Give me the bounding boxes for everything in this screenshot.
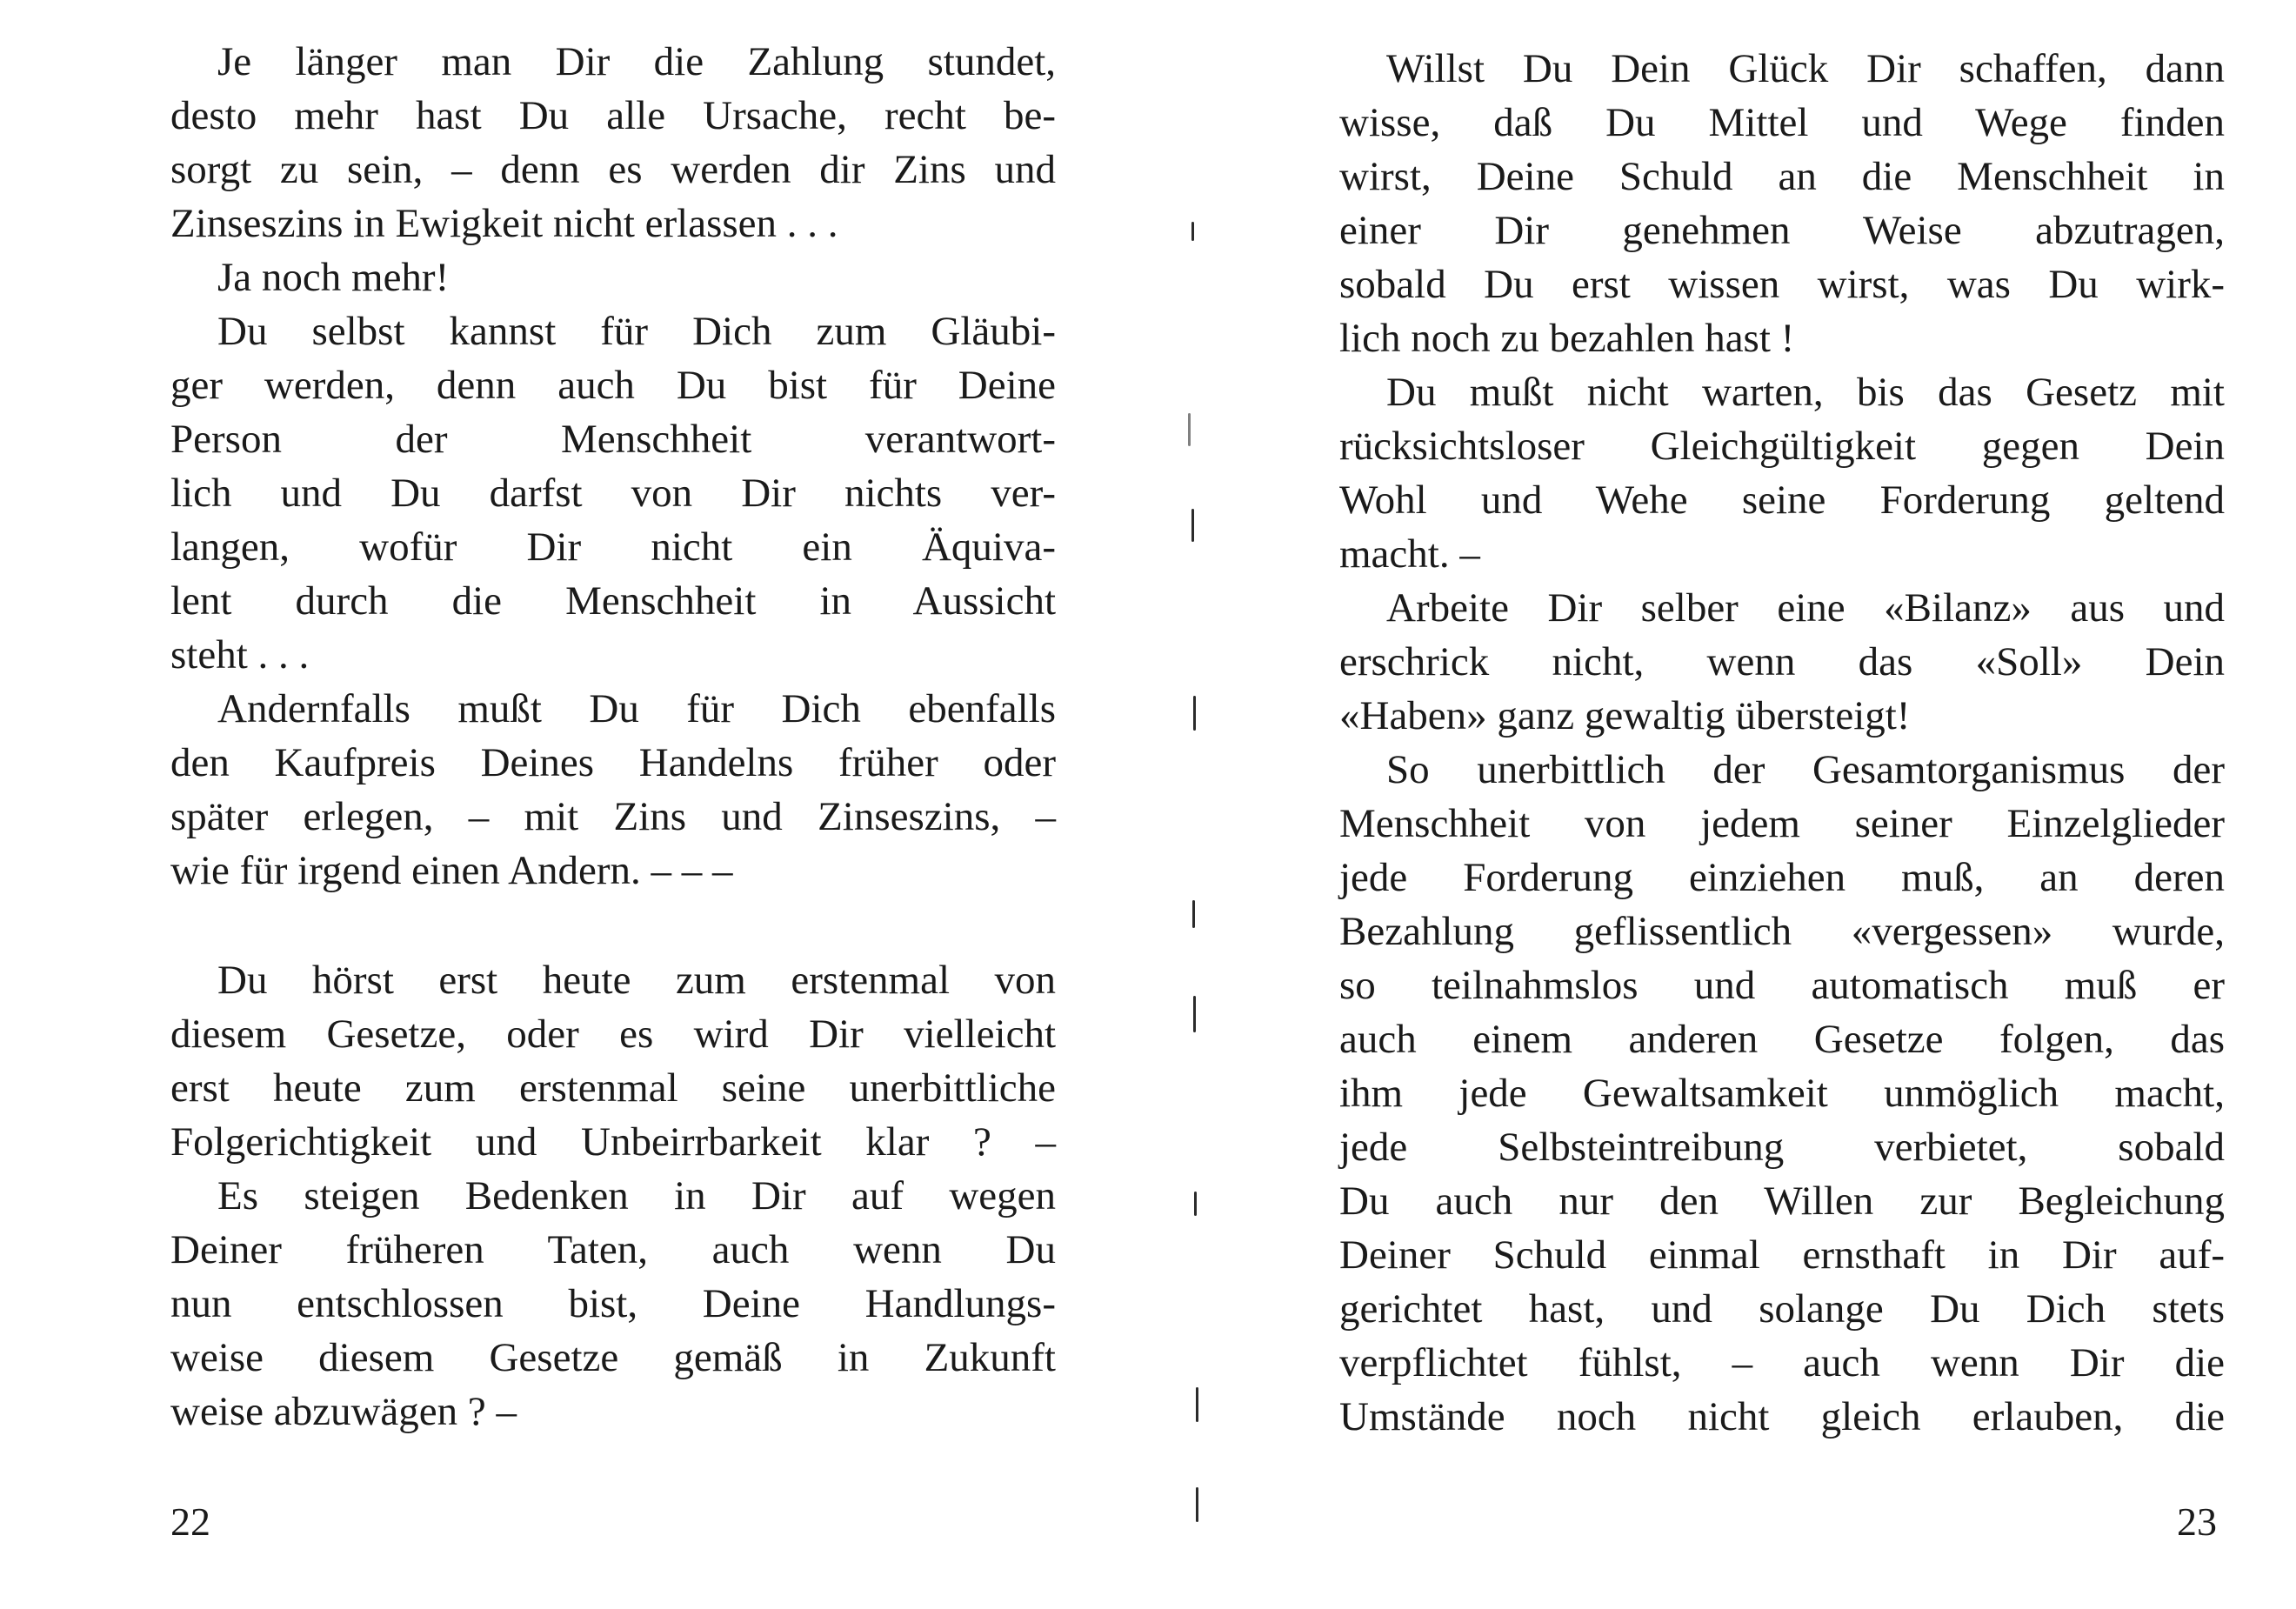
text-line: Deiner früheren Taten, auch wenn Du: [170, 1227, 1056, 1272]
text-line: «Haben» ganz gewaltig übersteigt!: [1339, 693, 1911, 738]
text-line: Es steigen Bedenken in Dir auf wegen: [217, 1173, 1056, 1218]
gutter-mark: [1191, 222, 1194, 241]
text-line: langen, wofür Dir nicht ein Äquiva-: [170, 524, 1056, 570]
text-line: Je länger man Dir die Zahlung stundet,: [217, 39, 1056, 84]
text-line: sobald Du erst wissen wirst, was Du wirk-: [1339, 262, 2225, 307]
text-line: Wohl und Wehe seine Forderung geltend: [1339, 477, 2225, 523]
gutter-mark: [1191, 509, 1194, 542]
text-line: weise abzuwägen ? –: [170, 1389, 517, 1434]
text-line: ger werden, denn auch Du bist für Deine: [170, 363, 1056, 408]
text-line: Bezahlung geflissentlich «vergessen» wurde,: [1339, 909, 2225, 954]
text-line: Du selbst kannst für Dich zum Gläubi-: [217, 309, 1056, 354]
text-line: Du auch nur den Willen zur Begleichung: [1339, 1178, 2225, 1224]
text-line: einer Dir genehmen Weise abzutragen,: [1339, 208, 2225, 253]
page-number: 23: [2177, 1499, 2217, 1544]
text-line: Andernfalls mußt Du für Dich ebenfalls: [217, 686, 1056, 731]
text-line: den Kaufpreis Deines Handelns früher oder: [170, 740, 1056, 785]
text-line: wie für irgend einen Andern. – – –: [170, 848, 733, 893]
text-line: diesem Gesetze, oder es wird Dir vielleicht: [170, 1011, 1056, 1057]
text-line: lich und Du darfst von Dir nichts ver-: [170, 471, 1056, 516]
text-line: Deiner Schuld einmal ernsthaft in Dir auf-: [1339, 1232, 2225, 1278]
text-line: desto mehr hast Du alle Ursache, recht be-: [170, 93, 1056, 138]
gutter-mark: [1193, 996, 1196, 1032]
gutter-mark: [1193, 696, 1196, 731]
text-line: lich noch zu bezahlen hast !: [1339, 316, 1795, 361]
text-line: lent durch die Menschheit in Aussicht: [170, 578, 1056, 624]
text-line: sorgt zu sein, – denn es werden dir Zins und: [170, 147, 1056, 192]
text-line: Umstände noch nicht gleich erlauben, die: [1339, 1394, 2225, 1439]
text-line: nun entschlossen bist, Deine Handlungs-: [170, 1281, 1056, 1326]
text-line: gerichtet hast, und solange Du Dich stets: [1339, 1286, 2225, 1332]
text-line: erschrick nicht, wenn das «Soll» Dein: [1339, 639, 2225, 684]
text-line: Person der Menschheit verantwort-: [170, 417, 1056, 462]
text-line: Menschheit von jedem seiner Einzelglieder: [1339, 801, 2225, 846]
gutter-mark: [1188, 413, 1191, 446]
gutter-mark: [1192, 900, 1195, 928]
text-line: wirst, Deine Schuld an die Menschheit in: [1339, 154, 2225, 199]
text-line: So unerbittlich der Gesamtorganismus der: [1386, 747, 2225, 792]
text-line: rücksichtsloser Gleichgültigkeit gegen Dein: [1339, 424, 2225, 469]
text-line: steht . . .: [170, 632, 310, 678]
page-number: 22: [170, 1499, 210, 1544]
text-line: erst heute zum erstenmal seine unerbittliche: [170, 1065, 1056, 1111]
text-line: Folgerichtigkeit und Unbeirrbarkeit klar ? –: [170, 1119, 1056, 1165]
text-line: später erlegen, – mit Zins und Zinseszins, –: [170, 794, 1056, 839]
text-line: Zinseszins in Ewigkeit nicht erlassen . . .: [170, 201, 838, 246]
gutter-mark: [1196, 1387, 1198, 1422]
text-line: Willst Du Dein Glück Dir schaffen, dann: [1386, 46, 2225, 91]
text-line: Arbeite Dir selber eine «Bilanz» aus und: [1386, 585, 2225, 631]
gutter-mark: [1194, 1192, 1197, 1216]
text-line: ihm jede Gewaltsamkeit unmöglich macht,: [1339, 1071, 2225, 1116]
text-line: so teilnahmslos und automatisch muß er: [1339, 963, 2225, 1008]
text-line: wisse, daß Du Mittel und Wege finden: [1339, 100, 2225, 145]
text-line: jede Forderung einziehen muß, an deren: [1339, 855, 2225, 900]
text-line: macht. –: [1339, 531, 1480, 577]
text-line: Du mußt nicht warten, bis das Gesetz mit: [1386, 370, 2225, 415]
text-line: Du hörst erst heute zum erstenmal von: [217, 958, 1056, 1003]
text-line: auch einem anderen Gesetze folgen, das: [1339, 1017, 2225, 1062]
text-line: verpflichtet fühlst, – auch wenn Dir die: [1339, 1340, 2225, 1385]
text-line: Ja noch mehr!: [217, 255, 450, 300]
gutter-mark: [1196, 1487, 1198, 1522]
right-page: [1183, 0, 2296, 1609]
text-line: weise diesem Gesetze gemäß in Zukunft: [170, 1335, 1056, 1380]
text-line: jede Selbsteintreibung verbietet, sobald: [1339, 1125, 2225, 1170]
